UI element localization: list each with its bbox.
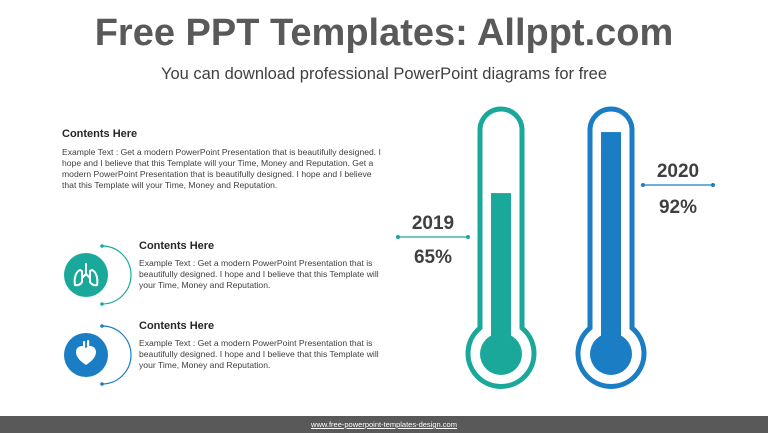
content-item-heart	[62, 320, 382, 390]
content-item-lungs	[62, 240, 382, 310]
thermometer-bulb	[480, 333, 522, 375]
page-subtitle: You can download professional PowerPoint diagrams for free	[160, 65, 608, 83]
page-title: Free PPT Templates: Allppt.com	[94, 12, 674, 54]
label-dot	[641, 183, 645, 187]
footer-bar	[0, 416, 768, 433]
label-2019	[396, 213, 470, 268]
item-text: Example Text : Get a modern PowerPoint Presentation that is beautifully designed. I hope and I believe that this Template will your Time, Money and Reputation.	[139, 338, 379, 370]
top-block-text: Example Text : Get a modern PowerPoint Presentation that is beautifully designed. I hope and I believe that this Template will your Time, Money and Reputation. Get a modern PowerPoint Presentation that is beautifully designed. I hope and I believe that this Template will your Time, Money and Reputation.	[62, 147, 381, 190]
percent-label: 92%	[658, 197, 698, 218]
top-content-block	[62, 128, 382, 191]
thermometer-fill	[601, 132, 621, 340]
top-block-title: Contents Here	[62, 128, 138, 140]
thermometer-bulb	[590, 333, 632, 375]
label-dot	[711, 183, 715, 187]
item-text: Example Text : Get a modern PowerPoint Presentation that is beautifully designed. I hope and I believe that this Template will your Time, Money and Reputation.	[139, 258, 379, 290]
footer-link[interactable]: www.free-powerpoint-templates-design.com	[311, 420, 457, 429]
item-title: Contents Here	[139, 320, 215, 332]
year-label: 2020	[656, 161, 700, 182]
heart-icon	[62, 320, 132, 390]
lungs-icon	[62, 240, 132, 310]
thermometer-chart	[380, 100, 740, 400]
label-dot	[396, 235, 400, 239]
thermometer-fill	[491, 193, 511, 340]
label-2020	[641, 161, 715, 218]
year-label: 2019	[411, 213, 455, 234]
percent-label: 65%	[413, 247, 453, 268]
thermometer-2019	[468, 109, 534, 386]
label-dot	[466, 235, 470, 239]
item-title: Contents Here	[139, 240, 215, 252]
thermometer-2020	[578, 109, 644, 386]
